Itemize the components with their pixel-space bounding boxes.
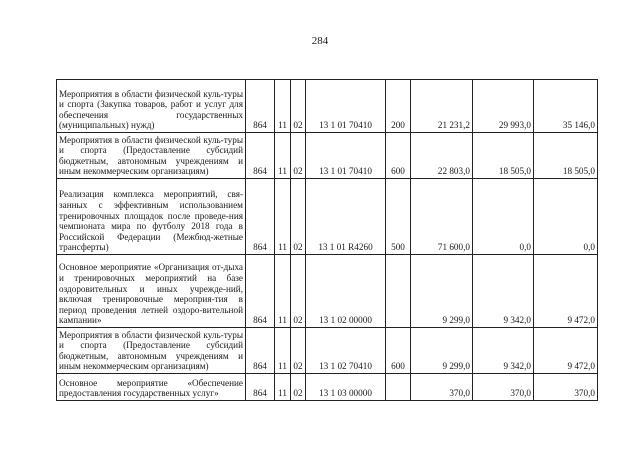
subsection-code: 02 bbox=[291, 374, 306, 401]
grbs-code: 864 bbox=[246, 179, 275, 255]
table-row bbox=[57, 179, 598, 255]
amount-year-1: 370,0 bbox=[411, 374, 473, 401]
grbs-code: 864 bbox=[246, 328, 275, 374]
table-row bbox=[57, 374, 598, 401]
amount-year-1: 22 803,0 bbox=[411, 133, 473, 179]
budget-table bbox=[56, 79, 598, 401]
amount-year-3: 9 472,0 bbox=[534, 328, 598, 374]
table-row bbox=[57, 255, 598, 328]
section-code: 11 bbox=[275, 80, 291, 133]
row-description: Мероприятия в области физической куль-туры и спорта (Закупка товаров, работ и услуг для обеспечения государственных (муниципальных) нужд) bbox=[57, 80, 246, 133]
target-article-code: 13 1 03 00000 bbox=[306, 374, 386, 401]
amount-year-3: 18 505,0 bbox=[534, 133, 598, 179]
section-code: 11 bbox=[275, 133, 291, 179]
target-article-code: 13 1 02 00000 bbox=[306, 255, 386, 328]
expense-type-code: 500 bbox=[386, 179, 411, 255]
section-code: 11 bbox=[275, 255, 291, 328]
row-description: Основное мероприятие «Организация от-дыха и тренировочных мероприятий на базе оздоровительных и иных учрежде-ний, включая тренировочные мероприя-тия в период проведения летней оздоро-вительной кампании» bbox=[57, 255, 246, 328]
amount-year-3: 370,0 bbox=[534, 374, 598, 401]
subsection-code: 02 bbox=[291, 133, 306, 179]
grbs-code: 864 bbox=[246, 374, 275, 401]
row-description: Реализация комплекса мероприятий, свя-занных с эффективным использованием тренировочных площадок после проведе-ния чемпионата мира по футболу 2018 года в Российской Федерации (Межбюд-жетные трансферты) bbox=[57, 179, 246, 255]
amount-year-2: 18 505,0 bbox=[473, 133, 534, 179]
amount-year-2: 370,0 bbox=[473, 374, 534, 401]
amount-year-1: 9 299,0 bbox=[411, 255, 473, 328]
grbs-code: 864 bbox=[246, 255, 275, 328]
table-row bbox=[57, 80, 598, 133]
expense-type-code: 600 bbox=[386, 328, 411, 374]
table-row bbox=[57, 328, 598, 374]
table-row bbox=[57, 133, 598, 179]
expense-type-code bbox=[386, 374, 411, 401]
target-article-code: 13 1 01 70410 bbox=[306, 133, 386, 179]
subsection-code: 02 bbox=[291, 255, 306, 328]
section-code: 11 bbox=[275, 179, 291, 255]
section-code: 11 bbox=[275, 328, 291, 374]
amount-year-2: 29 993,0 bbox=[473, 80, 534, 133]
expense-type-code: 200 bbox=[386, 80, 411, 133]
target-article-code: 13 1 01 R4260 bbox=[306, 179, 386, 255]
expense-type-code: 600 bbox=[386, 133, 411, 179]
expense-type-code bbox=[386, 255, 411, 328]
section-code: 11 bbox=[275, 374, 291, 401]
amount-year-3: 0,0 bbox=[534, 179, 598, 255]
subsection-code: 02 bbox=[291, 80, 306, 133]
target-article-code: 13 1 02 70410 bbox=[306, 328, 386, 374]
target-article-code: 13 1 01 70410 bbox=[306, 80, 386, 133]
amount-year-1: 9 299,0 bbox=[411, 328, 473, 374]
amount-year-2: 0,0 bbox=[473, 179, 534, 255]
amount-year-2: 9 342,0 bbox=[473, 328, 534, 374]
subsection-code: 02 bbox=[291, 179, 306, 255]
amount-year-1: 71 600,0 bbox=[411, 179, 473, 255]
amount-year-3: 35 146,0 bbox=[534, 80, 598, 133]
grbs-code: 864 bbox=[246, 80, 275, 133]
amount-year-2: 9 342,0 bbox=[473, 255, 534, 328]
page-number: 284 bbox=[311, 35, 329, 47]
grbs-code: 864 bbox=[246, 133, 275, 179]
amount-year-3: 9 472,0 bbox=[534, 255, 598, 328]
amount-year-1: 21 231,2 bbox=[411, 80, 473, 133]
row-description: Мероприятия в области физической куль-туры и спорта (Предоставление субсидий бюджетным, автономным учреждениям и иным некоммерческим организациям) bbox=[57, 133, 246, 179]
row-description: Мероприятия в области физической куль-туры и спорта (Предоставление субсидий бюджетным, автономным учреждениям и иным некоммерческим организациям) bbox=[57, 328, 246, 374]
row-description: Основное мероприятие «Обеспечение предоставления государственных услуг» bbox=[57, 374, 246, 401]
subsection-code: 02 bbox=[291, 328, 306, 374]
